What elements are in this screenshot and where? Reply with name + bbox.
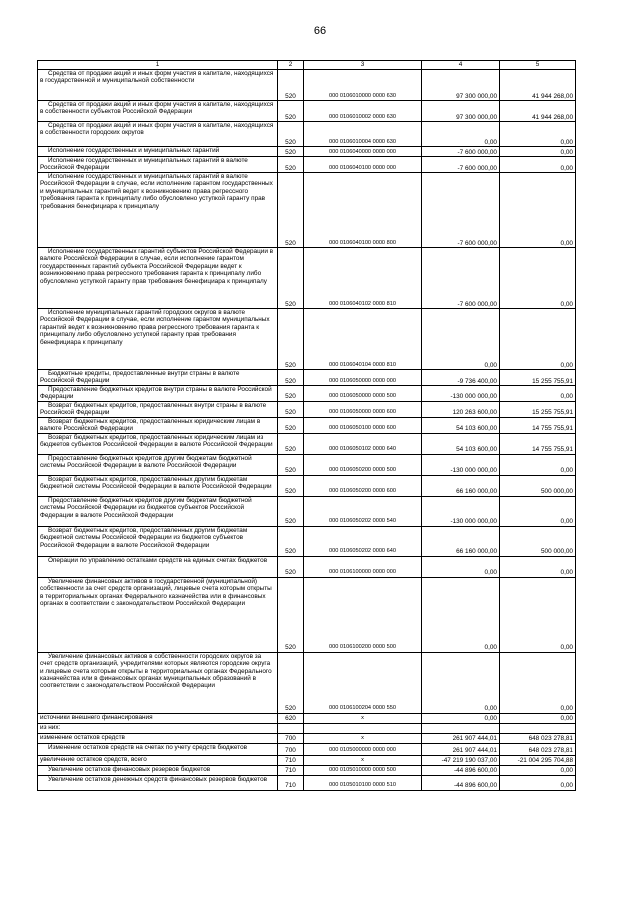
table-row bbox=[38, 157, 576, 173]
row-line-code: 620 bbox=[278, 713, 304, 723]
row-name: Исполнение государственных и муниципальных гарантий в валюте Российской Федерации bbox=[38, 157, 278, 173]
row-executed-value: 0,00 bbox=[500, 775, 576, 790]
row-executed-value: 0,00 bbox=[500, 496, 576, 526]
table-row bbox=[38, 733, 576, 743]
row-line-code: 520 bbox=[278, 370, 304, 386]
row-executed-value: 648 023 278,81 bbox=[500, 733, 576, 743]
header-col-4: 4 bbox=[422, 61, 500, 70]
row-line-code: 710 bbox=[278, 755, 304, 765]
row-name: Средства от продажи акций и иных форм участия в капитале, находящихся в государственной и муниципальной собственности bbox=[38, 70, 278, 101]
row-name: Возврат бюджетных кредитов, предоставленных юридическим лицам в валюте Российской Федерации bbox=[38, 417, 278, 433]
row-line-code: 520 bbox=[278, 157, 304, 173]
row-executed-value: 500 000,00 bbox=[500, 526, 576, 556]
row-source-code: x bbox=[304, 733, 422, 743]
row-approved-value bbox=[422, 723, 500, 733]
row-approved-value: -130 000 000,00 bbox=[422, 386, 500, 402]
row-source-code: 000 0106050200 0000 500 bbox=[304, 454, 422, 475]
row-name: Увеличение остатков денежных средств финансовых резервов бюджетов bbox=[38, 775, 278, 790]
row-approved-value: 0,00 bbox=[422, 713, 500, 723]
row-executed-value: 0,00 bbox=[500, 765, 576, 775]
row-executed-value: 0,00 bbox=[500, 386, 576, 402]
row-source-code: 000 0106100200 0000 500 bbox=[304, 577, 422, 652]
row-executed-value: 0,00 bbox=[500, 248, 576, 309]
row-approved-value: 120 263 600,00 bbox=[422, 401, 500, 417]
row-name: Увеличение остатков финансовых резервов бюджетов bbox=[38, 765, 278, 775]
row-executed-value: 0,00 bbox=[500, 713, 576, 723]
row-approved-value: 0,00 bbox=[422, 122, 500, 147]
row-source-code: 000 0105000000 0000 000 bbox=[304, 743, 422, 755]
row-name: Исполнение государственных гарантий субъектов Российской Федерации в валюте Российской Федерации в случае, если исполнение гарантом государственных гарантий субъекта Российской Федерации ведет к возникновению права регрессного требования гаранта к принципалу либо обусловлено уступкой гаранту прав требования бенефициара к принципалу bbox=[38, 248, 278, 309]
header-col-3: 3 bbox=[304, 61, 422, 70]
row-source-code: 000 0106040102 0000 810 bbox=[304, 248, 422, 309]
row-executed-value: 14 755 755,91 bbox=[500, 433, 576, 454]
table-row bbox=[38, 433, 576, 454]
page-number: 66 bbox=[313, 25, 327, 37]
header-col-1: 1 bbox=[38, 61, 278, 70]
row-source-code: 000 0106050202 0000 640 bbox=[304, 526, 422, 556]
table-row bbox=[38, 755, 576, 765]
table-row bbox=[38, 765, 576, 775]
row-source-code: 000 0106050100 0000 600 bbox=[304, 417, 422, 433]
row-name: Средства от продажи акций и иных форм участия в капитале, находящихся в собственности субъектов Российской Федерации bbox=[38, 101, 278, 122]
row-source-code: x bbox=[304, 713, 422, 723]
table-row bbox=[38, 309, 576, 370]
row-line-code: 520 bbox=[278, 147, 304, 157]
table-row bbox=[38, 417, 576, 433]
row-name: Исполнение государственных и муниципальных гарантий bbox=[38, 147, 278, 157]
table-row bbox=[38, 370, 576, 386]
row-executed-value: 0,00 bbox=[500, 652, 576, 713]
table-row bbox=[38, 775, 576, 790]
row-executed-value: 15 255 755,91 bbox=[500, 370, 576, 386]
table-row bbox=[38, 496, 576, 526]
row-source-code: 000 0106050202 0000 540 bbox=[304, 496, 422, 526]
row-name: Бюджетные кредиты, предоставленные внутри страны в валюте Российской Федерации bbox=[38, 370, 278, 386]
row-line-code: 520 bbox=[278, 652, 304, 713]
row-executed-value: 0,00 bbox=[500, 309, 576, 370]
row-name: источники внешнего финансирования bbox=[38, 713, 278, 723]
row-source-code: x bbox=[304, 755, 422, 765]
row-name: изменение остатков средств bbox=[38, 733, 278, 743]
row-approved-value: 261 907 444,01 bbox=[422, 733, 500, 743]
row-line-code: 520 bbox=[278, 101, 304, 122]
row-executed-value: 0,00 bbox=[500, 157, 576, 173]
row-line-code: 520 bbox=[278, 401, 304, 417]
row-name: Возврат бюджетных кредитов, предоставленных другим бюджетам бюджетной системы Российской Федерации в валюте Российской Федерации bbox=[38, 475, 278, 496]
row-approved-value: -7 600 000,00 bbox=[422, 248, 500, 309]
table-row bbox=[38, 101, 576, 122]
row-source-code: 000 0106050000 0000 000 bbox=[304, 370, 422, 386]
row-line-code: 520 bbox=[278, 417, 304, 433]
row-name: Изменение остатков средств на счетах по учету средств бюджетов bbox=[38, 743, 278, 755]
table-row bbox=[38, 173, 576, 248]
row-executed-value: 0,00 bbox=[500, 147, 576, 157]
row-executed-value: 0,00 bbox=[500, 577, 576, 652]
row-executed-value: 41 944 268,00 bbox=[500, 101, 576, 122]
row-source-code: 000 0106040104 0000 810 bbox=[304, 309, 422, 370]
row-executed-value: 0,00 bbox=[500, 454, 576, 475]
row-executed-value: 500 000,00 bbox=[500, 475, 576, 496]
row-approved-value: -44 896 600,00 bbox=[422, 765, 500, 775]
row-line-code: 520 bbox=[278, 475, 304, 496]
table-row bbox=[38, 526, 576, 556]
row-approved-value: 66 160 000,00 bbox=[422, 526, 500, 556]
row-approved-value: -9 736 400,00 bbox=[422, 370, 500, 386]
row-line-code: 520 bbox=[278, 173, 304, 248]
row-executed-value: 0,00 bbox=[500, 556, 576, 577]
row-name: Возврат бюджетных кредитов, предоставленных юридическим лицам из бюджетов субъектов Российской Федерации в валюте Российской Федерации bbox=[38, 433, 278, 454]
header-col-2: 2 bbox=[278, 61, 304, 70]
row-line-code: 710 bbox=[278, 775, 304, 790]
table-row bbox=[38, 401, 576, 417]
table-row bbox=[38, 713, 576, 723]
row-source-code bbox=[304, 723, 422, 733]
row-name: Предоставление бюджетных кредитов другим бюджетам бюджетной системы Российской Федерации из бюджетов субъектов Российской Федерации в валюте Российской Федерации bbox=[38, 496, 278, 526]
row-source-code: 000 0106050200 0000 600 bbox=[304, 475, 422, 496]
row-line-code bbox=[278, 723, 304, 733]
row-source-code: 000 0106050102 0000 640 bbox=[304, 433, 422, 454]
row-executed-value: 15 255 755,91 bbox=[500, 401, 576, 417]
row-approved-value: 66 160 000,00 bbox=[422, 475, 500, 496]
table-row bbox=[38, 248, 576, 309]
row-source-code: 000 0106010000 0000 630 bbox=[304, 70, 422, 101]
row-approved-value: 54 103 600,00 bbox=[422, 417, 500, 433]
row-source-code: 000 0106010004 0000 630 bbox=[304, 122, 422, 147]
row-executed-value: -21 004 295 704,88 bbox=[500, 755, 576, 765]
row-approved-value: -44 896 600,00 bbox=[422, 775, 500, 790]
row-line-code: 520 bbox=[278, 454, 304, 475]
row-line-code: 520 bbox=[278, 248, 304, 309]
row-executed-value: 648 023 278,81 bbox=[500, 743, 576, 755]
row-name: Средства от продажи акций и иных форм участия в капитале, находящихся в собственности городских округов bbox=[38, 122, 278, 147]
row-approved-value: 97 300 000,00 bbox=[422, 101, 500, 122]
row-name: из них: bbox=[38, 723, 278, 733]
table-row bbox=[38, 743, 576, 755]
budget-sources-table bbox=[37, 60, 576, 791]
row-approved-value: 0,00 bbox=[422, 577, 500, 652]
table-row bbox=[38, 577, 576, 652]
row-approved-value: 54 103 600,00 bbox=[422, 433, 500, 454]
row-executed-value: 41 944 268,00 bbox=[500, 70, 576, 101]
row-line-code: 520 bbox=[278, 577, 304, 652]
row-approved-value: 97 300 000,00 bbox=[422, 70, 500, 101]
table-row bbox=[38, 147, 576, 157]
header-col-5: 5 bbox=[500, 61, 576, 70]
table-row bbox=[38, 70, 576, 101]
row-approved-value: 0,00 bbox=[422, 556, 500, 577]
row-source-code: 000 0106050000 0000 600 bbox=[304, 401, 422, 417]
row-source-code: 000 0106100000 0000 000 bbox=[304, 556, 422, 577]
row-line-code: 710 bbox=[278, 765, 304, 775]
row-line-code: 520 bbox=[278, 309, 304, 370]
row-name: увеличение остатков средств, всего bbox=[38, 755, 278, 765]
row-source-code: 000 0106040100 0000 800 bbox=[304, 173, 422, 248]
row-approved-value: -7 600 000,00 bbox=[422, 147, 500, 157]
row-source-code: 000 0106010002 0000 630 bbox=[304, 101, 422, 122]
row-name: Исполнение государственных и муниципальных гарантий в валюте Российской Федерации в случае, если исполнение гарантом государственных и муниципальных гарантий ведет к возникновению права регрессного требования гаранта к принципалу либо обусловлено уступкой гаранту прав требования бенефициара к принципалу bbox=[38, 173, 278, 248]
row-approved-value: -7 600 000,00 bbox=[422, 173, 500, 248]
row-name: Возврат бюджетных кредитов, предоставленных внутри страны в валюте Российской Федерации bbox=[38, 401, 278, 417]
row-line-code: 700 bbox=[278, 743, 304, 755]
row-approved-value: 0,00 bbox=[422, 309, 500, 370]
row-source-code: 000 0106050000 0000 500 bbox=[304, 386, 422, 402]
row-name: Операции по управлению остатками средств на единых счетах бюджетов bbox=[38, 556, 278, 577]
row-approved-value: 261 907 444,01 bbox=[422, 743, 500, 755]
row-line-code: 520 bbox=[278, 526, 304, 556]
row-line-code: 700 bbox=[278, 733, 304, 743]
row-executed-value: 0,00 bbox=[500, 173, 576, 248]
row-source-code: 000 0106100204 0000 550 bbox=[304, 652, 422, 713]
row-source-code: 000 0106040000 0000 000 bbox=[304, 147, 422, 157]
table-row bbox=[38, 723, 576, 733]
table-row bbox=[38, 475, 576, 496]
row-approved-value: -47 219 190 037,00 bbox=[422, 755, 500, 765]
row-line-code: 520 bbox=[278, 433, 304, 454]
row-source-code: 000 0106040100 0000 000 bbox=[304, 157, 422, 173]
row-line-code: 520 bbox=[278, 70, 304, 101]
row-name: Исполнение муниципальных гарантий городских округов в валюте Российской Федерации в случае, если исполнение гарантом муниципальных гарантий ведет к возникновению права регрессного требования гаранта к принципалу либо обусловлено уступкой гаранту прав требования бенефициара к принципалу bbox=[38, 309, 278, 370]
row-name: Предоставление бюджетных кредитов внутри страны в валюте Российской Федерации bbox=[38, 386, 278, 402]
table-row bbox=[38, 652, 576, 713]
row-name: Возврат бюджетных кредитов, предоставленных другим бюджетам бюджетной системы Российской Федерации из бюджетов субъектов Российской Федерации в валюте Российской Федерации bbox=[38, 526, 278, 556]
row-name: Увеличение финансовых активов в собственности городских округов за счет средств организаций, учредителями которых являются городские округа и лицевые счета которым открыты в территориальных органах Федерального казначейства или в финансовых органах муниципальных образований в соответствии с законодательством Российской Федерации bbox=[38, 652, 278, 713]
header-row bbox=[38, 61, 576, 70]
row-executed-value bbox=[500, 723, 576, 733]
row-approved-value: -130 000 000,00 bbox=[422, 454, 500, 475]
row-source-code: 000 0105010000 0000 500 bbox=[304, 765, 422, 775]
row-line-code: 520 bbox=[278, 556, 304, 577]
row-line-code: 520 bbox=[278, 496, 304, 526]
row-executed-value: 0,00 bbox=[500, 122, 576, 147]
row-approved-value: -7 600 000,00 bbox=[422, 157, 500, 173]
table-row bbox=[38, 386, 576, 402]
table-row bbox=[38, 556, 576, 577]
row-approved-value: 0,00 bbox=[422, 652, 500, 713]
table-row bbox=[38, 454, 576, 475]
row-source-code: 000 0105010100 0000 510 bbox=[304, 775, 422, 790]
row-executed-value: 14 755 755,91 bbox=[500, 417, 576, 433]
row-name: Предоставление бюджетных кредитов другим бюджетам бюджетной системы Российской Федерации в валюте Российской Федерации bbox=[38, 454, 278, 475]
row-approved-value: -130 000 000,00 bbox=[422, 496, 500, 526]
row-name: Увеличение финансовых активов в государственной (муниципальной) собственности за счет средств организаций, лицевые счета которым открыты в территориальных органах Федерального казначейства или в финансовых органах в соответствии с законодательством Российской Федерации bbox=[38, 577, 278, 652]
row-line-code: 520 bbox=[278, 386, 304, 402]
row-line-code: 520 bbox=[278, 122, 304, 147]
table-row bbox=[38, 122, 576, 147]
